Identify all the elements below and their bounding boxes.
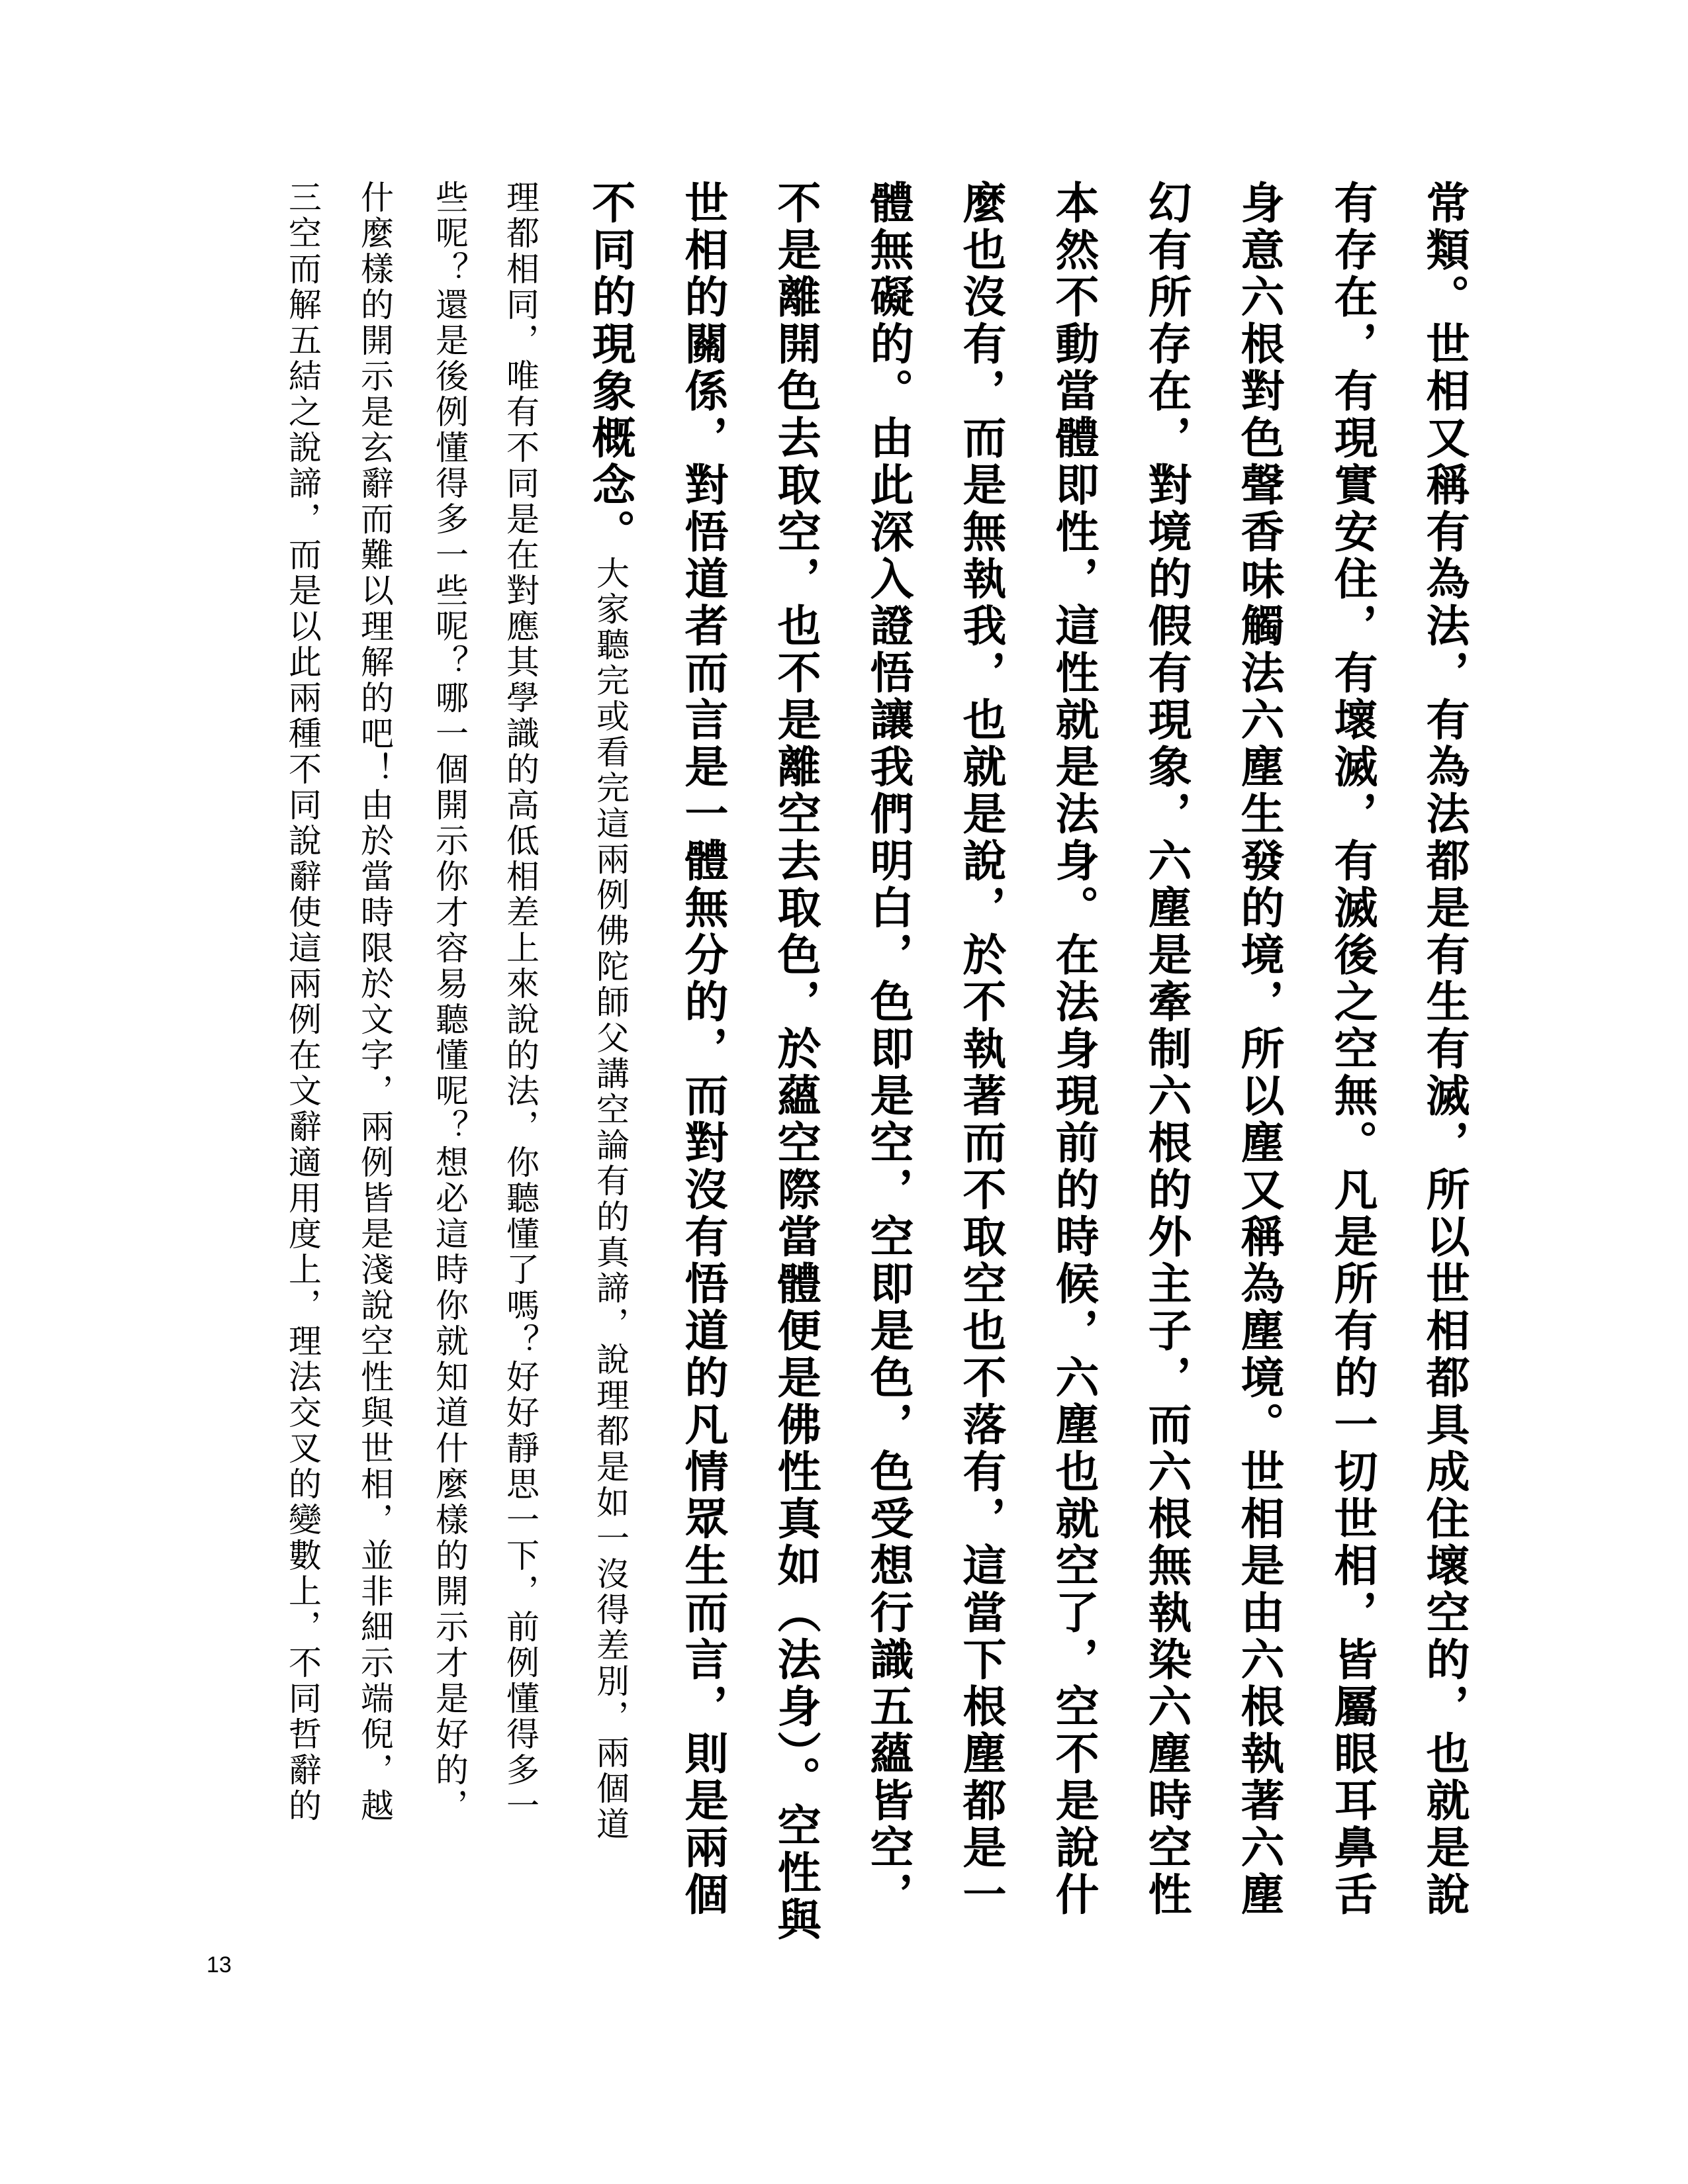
text-column-13: 什麼樣的開示是玄辭而難以理解的吧！由於當時限於文字，兩例皆是淺說空性與世相，並非細示端倪，越 bbox=[355, 180, 394, 1824]
text-column-4: 幻有所存在，對境的假有現象，六塵是牽制六根的外主子，而六根無執染六塵時空性 bbox=[1141, 180, 1192, 1919]
regular-text-run: 大家聽完或看完這兩例佛陀師父講空論有的真諦，說理都是如一沒得差別，兩個道 bbox=[591, 556, 630, 1843]
text-column-11: 理都相同，唯有不同是在對應其學識的高低相差上來說的法，你聽懂了嗎？好好靜思一下，前例懂得多一 bbox=[501, 180, 539, 1824]
text-column-6: 麼也沒有，而是無執我，也就是說，於不執著而不取空也不落有，這當下根塵都是一 bbox=[955, 180, 1007, 1919]
text-column-12: 些呢？還是後例懂得多一些呢？哪一個開示你才容易聽懂呢？想必這時你就知道什麼樣的開示才是好的， bbox=[430, 180, 469, 1824]
text-column-3: 身意六根對色聲香味觸法六塵生發的境，所以塵又稱為塵境。世相是由六根執著六塵 bbox=[1233, 180, 1285, 1919]
text-column-7: 體無礙的。由此深入證悟讓我們明白，色即是空，空即是色，色受想行識五蘊皆空， bbox=[863, 180, 914, 1919]
text-column-1: 常類。世相又稱有為法，有為法都是有生有滅，所以世相都具成住壞空的，也就是說 bbox=[1419, 180, 1470, 1919]
text-column-9: 世相的關係，對悟道者而言是一體無分的，而對沒有悟道的凡情眾生而言，則是兩個 bbox=[677, 180, 729, 1919]
bold-text-run: 不同的現象概念。 bbox=[585, 180, 636, 556]
page-number: 13 bbox=[207, 1952, 232, 1978]
text-column-14: 三空而解五結之說諦，而是以此兩種不同說辭使這兩例在文辭適用度上，理法交叉的變數上，不同哲辭的 bbox=[283, 180, 322, 1824]
text-column-5: 本然不動當體即性，這性就是法身。在法身現前的時候，六塵也就空了，空不是說什 bbox=[1048, 180, 1100, 1919]
text-column-8: 不是離開色去取空，也不是離空去取色，於蘊空際當體便是佛性真如（法身）。空性與 bbox=[770, 180, 821, 1944]
text-column-10 bbox=[585, 180, 636, 1843]
text-column-2: 有存在，有現實安住，有壞滅，有滅後之空無。凡是所有的一切世相，皆屬眼耳鼻舌 bbox=[1327, 180, 1378, 1919]
